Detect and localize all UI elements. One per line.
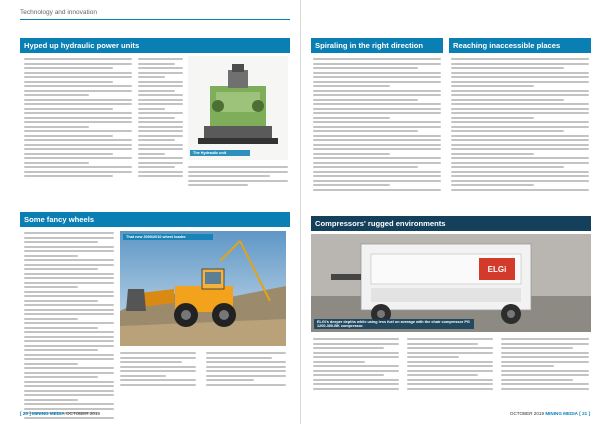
body-text-hydraulics-col2 [138, 58, 183, 180]
article-title-reaching: Reaching inaccessible places [449, 38, 591, 53]
article-title-hydraulics: Hyped up hydraulic power units [20, 38, 290, 53]
article-reaching [449, 38, 591, 208]
caption-compressors: ELGi's deeper depths while using less fuel on average with the chair compressor PG 1200-300-BK compressor. [314, 319, 474, 329]
hydraulic-unit-photo [188, 56, 288, 160]
section-title: Technology and innovation [20, 9, 97, 16]
magazine-name-left: MINING MEDIA [32, 411, 65, 416]
body-text-spiraling [313, 58, 441, 193]
article-title-compressors: Compressors' rugged environments [311, 216, 591, 231]
footer-left [20, 411, 100, 416]
body-text-compressors-col3 [501, 338, 589, 392]
caption-hydraulic: The Hydraulic unit [190, 150, 250, 156]
body-text-heavy-col2 [120, 352, 196, 388]
article-title-heavy: Some fancy wheels [20, 212, 290, 227]
magazine-name-right: MINING MEDIA [545, 411, 578, 416]
article-compressors [311, 216, 591, 402]
wheel-loader-photo [120, 231, 286, 346]
right-page [300, 0, 600, 424]
body-text-reaching [451, 58, 589, 193]
compressor-photo [311, 234, 591, 332]
article-hydraulics [20, 38, 290, 203]
issue-date-left: OCTOBER 2019 [65, 411, 101, 416]
issue-date-right: OCTOBER 2019 [509, 411, 545, 416]
page-number-right: [ 21 ] [579, 411, 590, 416]
body-text-heavy-col3 [206, 352, 286, 388]
page-number-left: [ 20 ] [20, 411, 31, 416]
body-text-compressors-col1 [313, 338, 399, 392]
article-spiraling [311, 38, 443, 208]
article-heavy [20, 212, 290, 402]
svg-text:ELGi: ELGi [487, 265, 507, 274]
body-text-hydraulics-col1 [24, 58, 132, 180]
article-title-spiraling: Spiraling in the right direction [311, 38, 443, 53]
body-text-compressors-col2 [407, 338, 493, 392]
body-text-heavy-col1 [24, 232, 114, 421]
footer-right [510, 411, 590, 416]
caption-heavy: That new 3000/2010 wheel loader. [123, 234, 213, 240]
body-text-hydraulics-col3 [188, 166, 288, 189]
section-rule [20, 19, 290, 20]
